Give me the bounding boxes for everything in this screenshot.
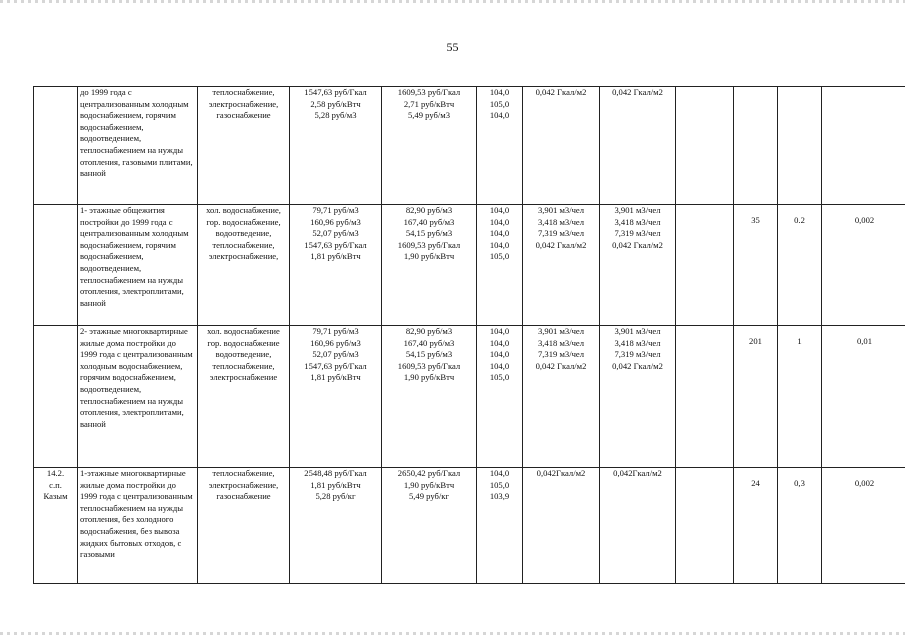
scan-bottom-edge — [0, 632, 905, 635]
row-number-cell: 14.2. с.п. Казым — [34, 468, 78, 584]
index-cell: 104,0 105,0 104,0 — [477, 87, 523, 205]
spacer-cell — [676, 87, 734, 205]
services-cell: теплоснабжение, электроснабжение, газоснабжение — [198, 87, 290, 205]
tariff-2015-cell: 82,90 руб/м3 167,40 руб/м3 54,15 руб/м3 1609,53 руб/Гкал 1,90 руб/кВтч — [382, 326, 477, 468]
norm-2015-cell: 0,042Гкал/м2 — [600, 468, 676, 584]
housing-description-cell: 1-этажные многоквартирные жилые дома постройки до 1999 года с централизованным теплоснабжением на нужды отопления, без холодного водоснабжения, без вывоза жидких бытовых отходов, с газовыми — [78, 468, 198, 584]
spacer-cell — [676, 326, 734, 468]
tariff-2014-cell: 1547,63 руб/Гкал 2,58 руб/кВтч 5,28 руб/м3 — [290, 87, 382, 205]
norm-2015-cell: 3,901 м3/чел 3,418 м3/чел 7,319 м3/чел 0,042 Гкал/м2 — [600, 326, 676, 468]
index-cell: 104,0 104,0 104,0 104,0 105,0 — [477, 205, 523, 326]
value-col9-cell: 35 — [734, 205, 778, 326]
norm-2014-cell: 3,901 м3/чел 3,418 м3/чел 7,319 м3/чел 0,042 Гкал/м2 — [523, 326, 600, 468]
norm-2014-cell: 3,901 м3/чел 3,418 м3/чел 7,319 м3/чел 0,042 Гкал/м2 — [523, 205, 600, 326]
tariff-2015-cell: 82,90 руб/м3 167,40 руб/м3 54,15 руб/м3 1609,53 руб/Гкал 1,90 руб/кВтч — [382, 205, 477, 326]
value-col9-cell — [734, 87, 778, 205]
services-cell: теплоснабжение, электроснабжение, газоснабжение — [198, 468, 290, 584]
value-col9-cell: 24 — [734, 468, 778, 584]
page-number: 55 — [446, 40, 459, 54]
value-col10-cell: 0.2 — [778, 205, 822, 326]
spacer-cell — [676, 205, 734, 326]
norm-2014-cell: 0,042Гкал/м2 — [523, 468, 600, 584]
row-number-cell — [34, 87, 78, 205]
row-number-cell — [34, 205, 78, 326]
value-col10-cell — [778, 87, 822, 205]
housing-description-cell: 1- этажные общежития постройки до 1999 года с централизованным холодным водоснабжением, горячим водоснабжением, водоотведением, теплоснабжением на нужды отопления, электроплитами, ванной — [78, 205, 198, 326]
scan-top-edge — [0, 0, 905, 3]
value-col10-cell: 1 — [778, 326, 822, 468]
tariff-table — [33, 86, 905, 584]
value-col9-cell: 201 — [734, 326, 778, 468]
table-row — [34, 205, 905, 326]
index-cell: 104,0 105,0 103,9 — [477, 468, 523, 584]
index-cell: 104,0 104,0 104,0 104,0 105,0 — [477, 326, 523, 468]
services-cell: хол. водоснабжение, гор. водоснабжение, водоотведение, теплоснабжение, электроснабжение, — [198, 205, 290, 326]
norm-2015-cell: 3,901 м3/чел 3,418 м3/чел 7,319 м3/чел 0,042 Гкал/м2 — [600, 205, 676, 326]
services-cell: хол. водоснабжение гор. водоснабжение водоотведение, теплоснабжение, электроснабжение — [198, 326, 290, 468]
row-number-cell — [34, 326, 78, 468]
value-col11-cell: 0,002 — [822, 205, 905, 326]
tariff-2015-cell: 2650,42 руб/Гкал 1,90 руб/кВтч 5,49 руб/кг — [382, 468, 477, 584]
norm-2015-cell: 0,042 Гкал/м2 — [600, 87, 676, 205]
value-col11-cell: 0,01 — [822, 326, 905, 468]
table-row — [34, 87, 905, 205]
housing-description-cell: до 1999 года с централизованным холодным водоснабжением, горячим водоснабжением, водоотведением, теплоснабжением на нужды отопления, газовыми плитами, ванной — [78, 87, 198, 205]
spacer-cell — [676, 468, 734, 584]
table-row — [34, 326, 905, 468]
value-col11-cell — [822, 87, 905, 205]
norm-2014-cell: 0,042 Гкал/м2 — [523, 87, 600, 205]
housing-description-cell: 2- этажные многоквартирные жилые дома постройки до 1999 года с централизованным холодным водоснабжением, горячим водоснабжением, водоотведением, теплоснабжением на нужды отопления, электроплитами, ванной — [78, 326, 198, 468]
value-col11-cell: 0,002 — [822, 468, 905, 584]
tariff-2014-cell: 79,71 руб/м3 160,96 руб/м3 52,07 руб/м3 1547,63 руб/Гкал 1,81 руб/кВтч — [290, 205, 382, 326]
value-col10-cell: 0,3 — [778, 468, 822, 584]
tariff-2015-cell: 1609,53 руб/Гкал 2,71 руб/кВтч 5,49 руб/м3 — [382, 87, 477, 205]
tariff-2014-cell: 2548,48 руб/Гкал 1,81 руб/кВтч 5,28 руб/кг — [290, 468, 382, 584]
tariff-2014-cell: 79,71 руб/м3 160,96 руб/м3 52,07 руб/м3 1547,63 руб/Гкал 1,81 руб/кВтч — [290, 326, 382, 468]
table-row — [34, 468, 905, 584]
